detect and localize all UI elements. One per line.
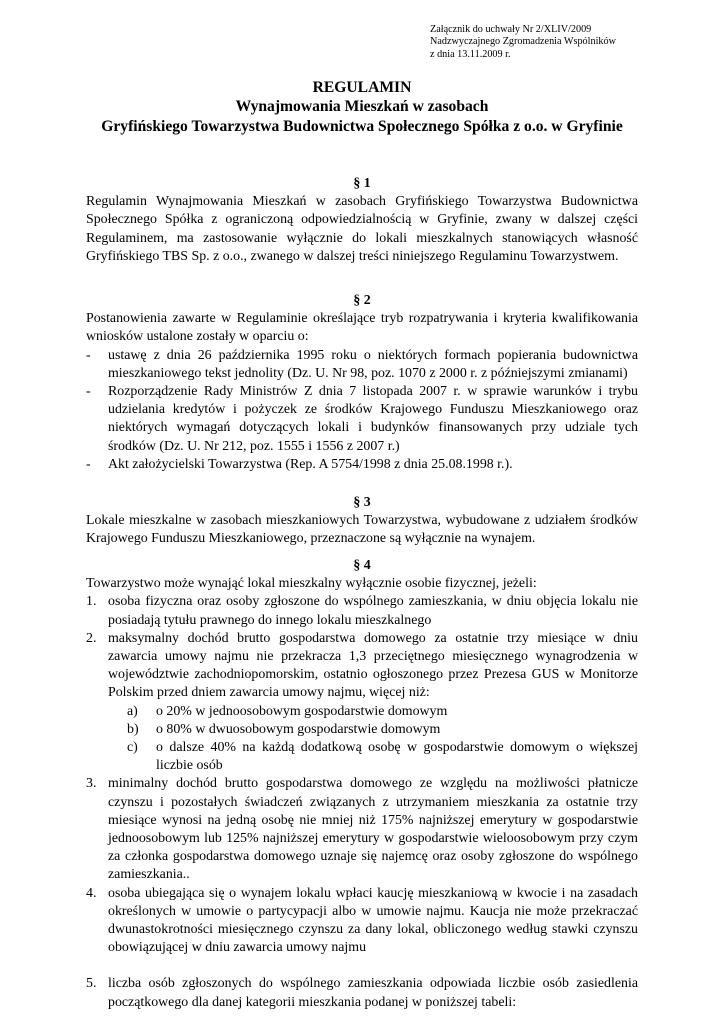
list-dash: - bbox=[86, 347, 91, 363]
title-line: Wynajmowania Mieszkań w zasobach bbox=[235, 98, 489, 116]
numbered-item bbox=[86, 775, 638, 884]
attachment-note bbox=[430, 24, 616, 61]
section-heading: § 1 bbox=[353, 176, 371, 191]
item-text: osoba fizyczna oraz osoby zgłoszone do wspólnego zamieszkania, w dniu objęcia lokalu nie posiadają tytułu prawnego do innego lokalu mieszkalnego bbox=[108, 594, 638, 628]
section-heading: § 4 bbox=[353, 558, 371, 573]
sub-item-text: o 80% w dwuosobowym gospodarstwie domowym bbox=[156, 721, 441, 737]
item-text: liczba osób zgłoszonych do wspólnego zamieszkania odpowiada liczbie osób zasiedlenia początkowego dla danej kategorii mieszkania podanej w poniższej tabeli: bbox=[108, 976, 638, 1010]
sub-item bbox=[86, 721, 638, 739]
sub-item bbox=[86, 739, 638, 775]
list-item bbox=[86, 456, 638, 474]
numbered-item bbox=[86, 593, 638, 629]
section-heading: § 3 bbox=[353, 495, 371, 510]
title-line: Gryfińskiego Towarzystwa Budownictwa Społecznego Spółka z o.o. w Gryfinie bbox=[101, 117, 623, 135]
list-item bbox=[86, 347, 638, 383]
section-text: Regulamin Wynajmowania Mieszkań w zasobach Gryfińskiego Towarzystwa Budownictwa Społecznego Spółka z ograniczoną odpowiedzialnością w Gryfinie, zwany w dalszej części Regulaminem, ma zastosowanie wyłącznie do lokali mieszkalnych stanowiących własność Gryfińskiego TBS Sp. z o.o., zwanego w dalszej treści niniejszego Regulaminu Towarzystwem. bbox=[86, 194, 638, 264]
numbered-item bbox=[86, 975, 638, 1011]
section-text: Lokale mieszkalne w zasobach mieszkaniowych Towarzystwa, wybudowane z udziałem środków Krajowego Funduszu Mieszkaniowego, przeznaczone są wyłącznie na wynajem. bbox=[86, 513, 638, 547]
item-number: 5. bbox=[86, 976, 97, 992]
section-1 bbox=[86, 175, 638, 266]
list-item bbox=[86, 383, 638, 456]
numbered-item bbox=[86, 885, 638, 958]
attachment-note-line: Nadzwyczajnego Zgromadzenia Wspólników bbox=[430, 36, 616, 48]
list-item-text: Rozporządzenie Rady Ministrów Z dnia 7 listopada 2007 r. w sprawie warunków i trybu udzielania kredytów i pożyczek ze środków Krajowego Funduszu Mieszkaniowego oraz niektórych wymagań dotyczących lokali i budynków finansowanych przy udziale tych środków (Dz. U. Nr 212, poz. 1555 i 1556 z 2007 r.) bbox=[108, 384, 638, 454]
section-4 bbox=[86, 557, 638, 1012]
item-number: 2. bbox=[86, 630, 97, 646]
item-text: maksymalny dochód brutto gospodarstwa domowego za ostatnie trzy miesiące w dniu zawarcia umowy najmu nie przekracza 1,3 przeciętnego miesięcznego wynagrodzenia w województwie zachodniopomorskim, ostatnio ogłoszonego przez Prezesa GUS w Monitorze Polskim przed dniem zawarcia umowy najmu, więcej niż: bbox=[108, 630, 638, 701]
section-intro: Postanowienia zawarte w Regulaminie określające tryb rozpatrywania i kryteria kwalifikowania wniosków ustalone zostały w oparciu o: bbox=[86, 311, 638, 345]
item-number: 3. bbox=[86, 776, 97, 792]
attachment-note-line: Załącznik do uchwały Nr 2/XLIV/2009 bbox=[430, 24, 592, 35]
section-3 bbox=[86, 494, 638, 549]
list-dash: - bbox=[86, 456, 91, 472]
sub-item bbox=[86, 703, 638, 721]
item-text: osoba ubiegająca się o wynajem lokalu wpłaci kaucję mieszkaniową w kwocie i na zasadach określonych w umowie o partycypacji albo w umowie najmu. Kaucja nie może przekraczać dwunastokrotności miesięcznego czynszu za dany lokal, obliczonego według stawki czynszu obowiązującej w dniu zawarcia umowy najmu bbox=[108, 885, 638, 956]
list-dash: - bbox=[86, 384, 91, 400]
document-title bbox=[86, 78, 638, 136]
attachment-note-line: z dnia 13.11.2009 r. bbox=[430, 48, 511, 60]
numbered-item bbox=[86, 630, 638, 703]
item-number: 4. bbox=[86, 885, 97, 901]
sub-item-text: o dalsze 40% na każdą dodatkową osobę w gospodarstwie domowym o większej liczbie osób bbox=[156, 740, 638, 774]
sub-item-marker: a) bbox=[127, 703, 138, 719]
item-number: 1. bbox=[86, 594, 97, 610]
sub-item-marker: b) bbox=[127, 721, 139, 737]
sub-item-text: o 20% w jednoosobowym gospodarstwie domowym bbox=[156, 703, 448, 719]
list-item-text: Akt założycielski Towarzystwa (Rep. A 5754/1998 z dnia 25.08.1998 r.). bbox=[108, 456, 513, 472]
section-heading: § 2 bbox=[353, 293, 371, 308]
title-line: REGULAMIN bbox=[312, 79, 412, 96]
item-text: minimalny dochód brutto gospodarstwa domowego ze względu na możliwości płatnicze czynszu i pozostałych świadczeń związanych z utrzymaniem mieszkania za ostatnie trzy miesiące wynosi na jedną osobę nie mniej niż 175% najniższej emerytury w gospodarstwie jednoosobowym lub 125% najniższej emerytury w gospodarstwie wieloosobowym przy czym za członka gospodarstwa domowego uznaje się najemcę oraz osoby zgłoszone do wspólnego zamieszkania.. bbox=[108, 776, 638, 883]
section-2 bbox=[86, 292, 638, 474]
list-item-text: ustawę z dnia 26 października 1995 roku o niektórych formach popierania budownictwa mieszkaniowego tekst jednolity (Dz. U. Nr 98, poz. 1070 z 2000 r. z późniejszymi zmianami) bbox=[108, 347, 638, 381]
sub-item-marker: c) bbox=[127, 740, 138, 756]
section-intro: Towarzystwo może wynająć lokal mieszkalny wyłącznie osobie fizycznej, jeżeli: bbox=[86, 576, 537, 592]
